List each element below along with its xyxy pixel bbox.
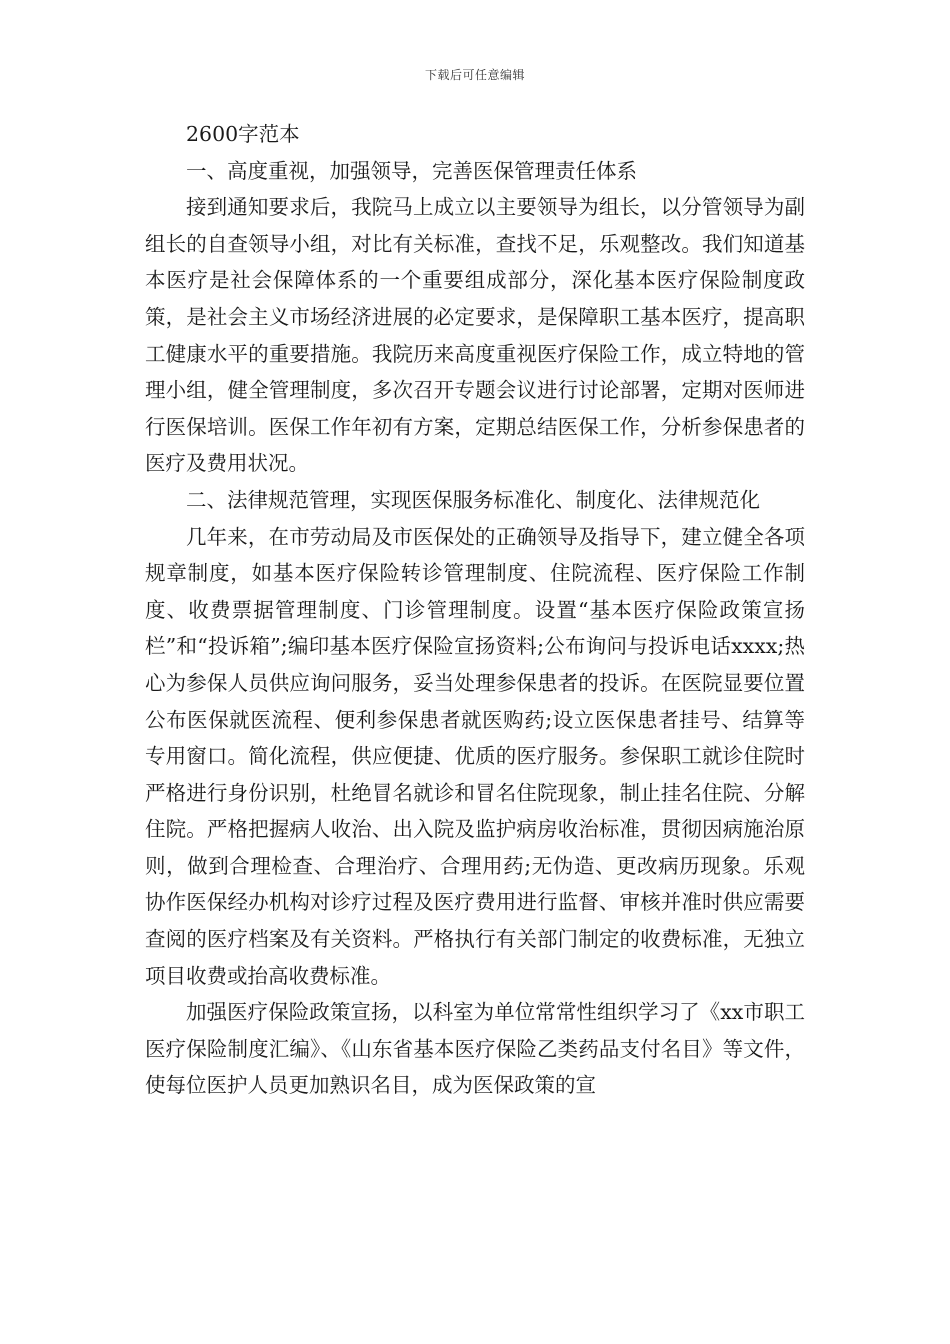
document-title: 2600字范本: [186, 122, 300, 146]
paragraph-1: 接到通知要求后，我院马上成立以主要领导为组长，以分管领导为副组长的自查领导小组，对比有关标准，查找不足，乐观整改。我们知道基本医疗是社会保障体系的一个重要组成部分，深化基本医疗保险制度政策，是社会主义市场经济进展的必定要求，是保障职工基本医疗，提高职工健康水平的重要措施。我院历来高度重视医疗保险工作，成立特地的管理小组，健全管理制度，多次召开专题会议进行讨论部署，定期对医师进行医保培训。医保工作年初有方案，定期总结医保工作，分析参保患者的医疗及费用状况。: [145, 195, 805, 476]
paragraph-3: 加强医疗保险政策宣扬，以科室为单位常常性组织学习了《xx市职工医疗保险制度汇编》、《山东省基本医疗保险乙类药品支付名目》等文件，使每位医护人员更加熟识名目，成为医保政策的宣: [145, 1000, 805, 1098]
page-header-note: 下载后可任意编辑: [424, 68, 525, 82]
document-body: [145, 116, 805, 1104]
paragraph-2: 几年来，在市劳动局及市医保处的正确领导及指导下，建立健全各项规章制度，如基本医疗保险转诊管理制度、住院流程、医疗保险工作制度、收费票据管理制度、门诊管理制度。设置“基本医疗保险政策宣扬栏”和“投诉箱”;编印基本医疗保险宣扬资料;公布询问与投诉电话xxxx;热心为参保人员供应询问服务，妥当处理参保患者的投诉。在医院显要位置公布医保就医流程、便利参保患者就医购药;设立医保患者挂号、结算等专用窗口。简化流程，供应便捷、优质的医疗服务。参保职工就诊住院时严格进行身份识别，杜绝冒名就诊和冒名住院现象，制止挂名住院、分解住院。严格把握病人收治、出入院及监护病房收治标准，贯彻因病施治原则，做到合理检查、合理治疗、合理用药;无伪造、更改病历现象。乐观协作医保经办机构对诊疗过程及医疗费用进行监督、审核并准时供应需要查阅的医疗档案及有关资料。严格执行有关部门制定的收费标准，无独立项目收费或抬高收费标准。: [145, 524, 805, 988]
section-1-heading: 一、高度重视，加强领导，完善医保管理责任体系: [186, 158, 637, 183]
section-2-heading: 二、法律规范管理，实现医保服务标准化、制度化、法律规范化: [186, 487, 760, 512]
